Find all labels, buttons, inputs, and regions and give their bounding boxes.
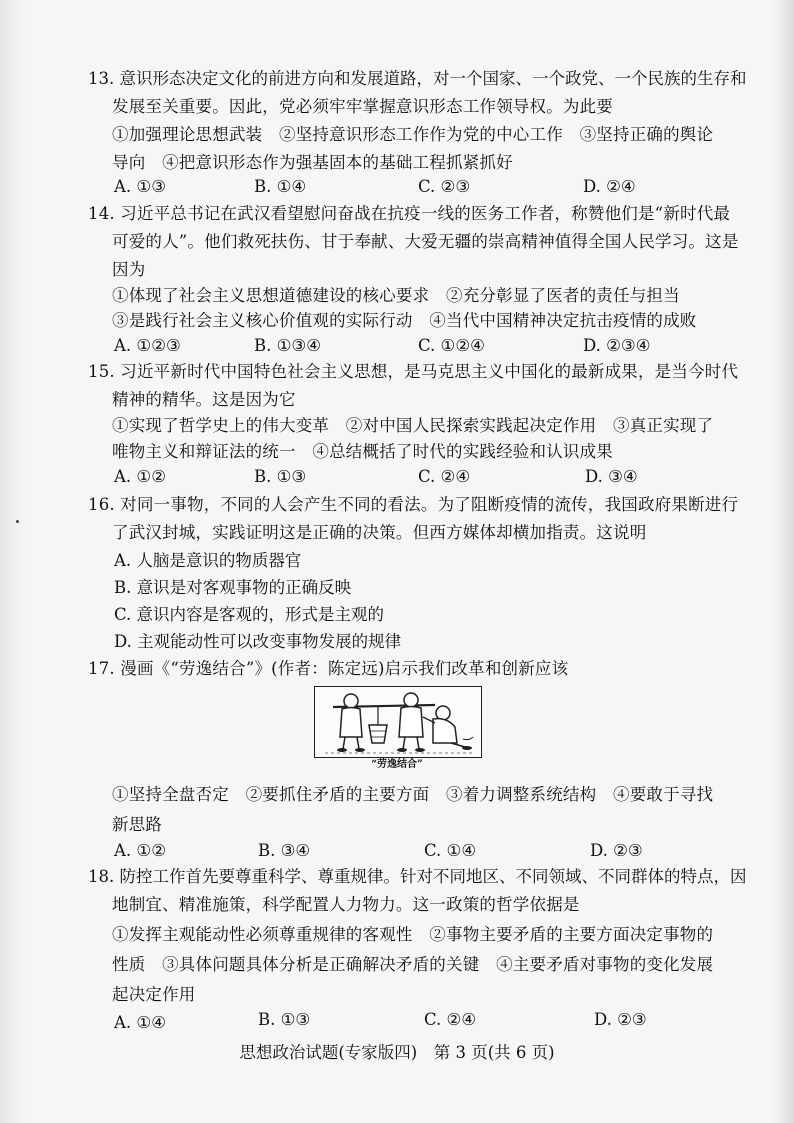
scan-speck (16, 520, 19, 523)
scan-shadow-right (770, 0, 794, 1123)
q14-line-4: ①体现了社会主义思想道德建设的核心要求 ②充分彰显了医者的责任与担当 (112, 286, 680, 305)
q14-line-1: 14. 习近平总书记在武汉看望慰问奋战在抗疫一线的医务工作者，称赞他们是“新时代最 (88, 204, 731, 223)
q18-line-5: 起决定作用 (112, 985, 196, 1004)
q16-line-2: 了武汉封城，实践证明这是正确的决策。但西方媒体却横加指责。这说明 (112, 523, 647, 542)
q15-option-a: A. ①② (114, 467, 166, 486)
q17-option-b: B. ③④ (258, 841, 311, 860)
q14-line-3: 因为 (112, 260, 146, 279)
figure-3-head (436, 706, 450, 720)
q15-option-b: B. ①③ (254, 467, 307, 486)
q15-line-4: 唯物主义和辩证法的统一 ④总结概括了时代的实践经验和认识成果 (112, 442, 613, 461)
q15-line-3: ①实现了哲学史上的伟大变革 ②对中国人民探索实践起决定作用 ③真正实现了 (112, 416, 714, 435)
page-footer: 思想政治试题(专家版四) 第 3 页(共 6 页) (239, 1043, 555, 1062)
q13-option-b: B. ①④ (254, 177, 307, 196)
q14-option-a: A. ①②③ (114, 336, 181, 355)
q17-line-1: 17. 漫画《“劳逸结合”》(作者：陈定远)启示我们改革和创新应该 (88, 659, 569, 678)
comic-caption: “劳逸结合” (371, 759, 423, 770)
water-bucket (369, 725, 387, 743)
q13-line-2: 发展至关重要。因此，党必须牢牢掌握意识形态工作领导权。为此要 (112, 97, 613, 116)
comic-illustration (314, 686, 482, 758)
q16-choice-c: C. 意识内容是客观的，形式是主观的 (114, 605, 385, 624)
q13-option-d: D. ②④ (583, 177, 636, 196)
comic-drawing (315, 687, 481, 757)
q17-line-2: ①坚持全盘否定 ②要抓住矛盾的主要方面 ③着力调整系统结构 ④要敢于寻找 (112, 785, 714, 804)
q18-option-b: B. ①③ (258, 1010, 311, 1029)
q13-line-4: 导向 ④把意识形态作为强基固本的基础工程抓紧抓好 (112, 153, 513, 172)
q15-option-d: D. ③④ (585, 467, 638, 486)
q14-line-5: ③是践行社会主义核心价值观的实际行动 ④当代中国精神决定抗击疫情的成败 (112, 311, 697, 330)
figure-1-head (344, 694, 358, 708)
q13-line-3: ①加强理论思想武装 ②坚持意识形态工作作为党的中心工作 ③坚持正确的舆论 (112, 125, 714, 144)
q16-choice-a: A. 人脑是意识的物质器官 (114, 551, 302, 570)
figure-1-robe (340, 708, 362, 738)
q18-option-d: D. ②③ (594, 1010, 647, 1029)
q16-choice-b: B. 意识是对客观事物的正确反映 (114, 578, 352, 597)
q15-line-1: 15. 习近平新时代中国特色社会主义思想，是马克思主义中国化的最新成果，是当今时代 (88, 362, 739, 381)
q17-option-a: A. ①② (114, 841, 166, 860)
q17-option-c: C. ①④ (424, 841, 477, 860)
q18-option-c: C. ②④ (424, 1010, 477, 1029)
figure-2-robe (399, 707, 423, 738)
q13-line-1: 13. 意识形态决定文化的前进方向和发展道路，对一个国家、一个政党、一个民族的生存和 (88, 69, 747, 88)
q17-line-3: 新思路 (112, 815, 163, 834)
figure-3-robe (433, 719, 457, 743)
q18-option-a: A. ①④ (114, 1013, 166, 1032)
q18-line-4: 性质 ③具体问题具体分析是正确解决矛盾的关键 ④主要矛盾对事物的变化发展 (112, 955, 714, 974)
figure-2-head (404, 693, 418, 707)
q14-option-b: B. ①③④ (254, 336, 321, 355)
q15-option-c: C. ②④ (418, 467, 471, 486)
q16-line-1: 16. 对同一事物，不同的人会产生不同的看法。为了阻断疫情的流传，我国政府果断进行 (88, 495, 739, 514)
q17-option-d: D. ②③ (590, 841, 643, 860)
q14-option-c: C. ①②④ (418, 336, 485, 355)
q14-option-d: D. ②③④ (583, 336, 651, 355)
q13-option-c: C. ②③ (418, 177, 471, 196)
scan-shadow-left (0, 0, 28, 1123)
q15-line-2: 精神的精华。这是因为它 (112, 390, 296, 409)
q14-line-2: 可爱的人”。他们救死扶伤、甘于奉献、大爱无疆的崇高精神值得全国人民学习。这是 (112, 232, 739, 251)
q18-line-2: 地制宜、精准施策，科学配置人力物力。这一政策的哲学依据是 (112, 895, 580, 914)
q18-line-3: ①发挥主观能动性必须尊重规律的客观性 ②事物主要矛盾的主要方面决定事物的 (112, 925, 714, 944)
q18-line-1: 18. 防控工作首先要尊重科学、尊重规律。针对不同地区、不同领域、不同群体的特点，因 (88, 867, 747, 886)
q16-choice-d: D. 主观能动性可以改变事物发展的规律 (114, 632, 402, 651)
q13-option-a: A. ①③ (114, 177, 166, 196)
